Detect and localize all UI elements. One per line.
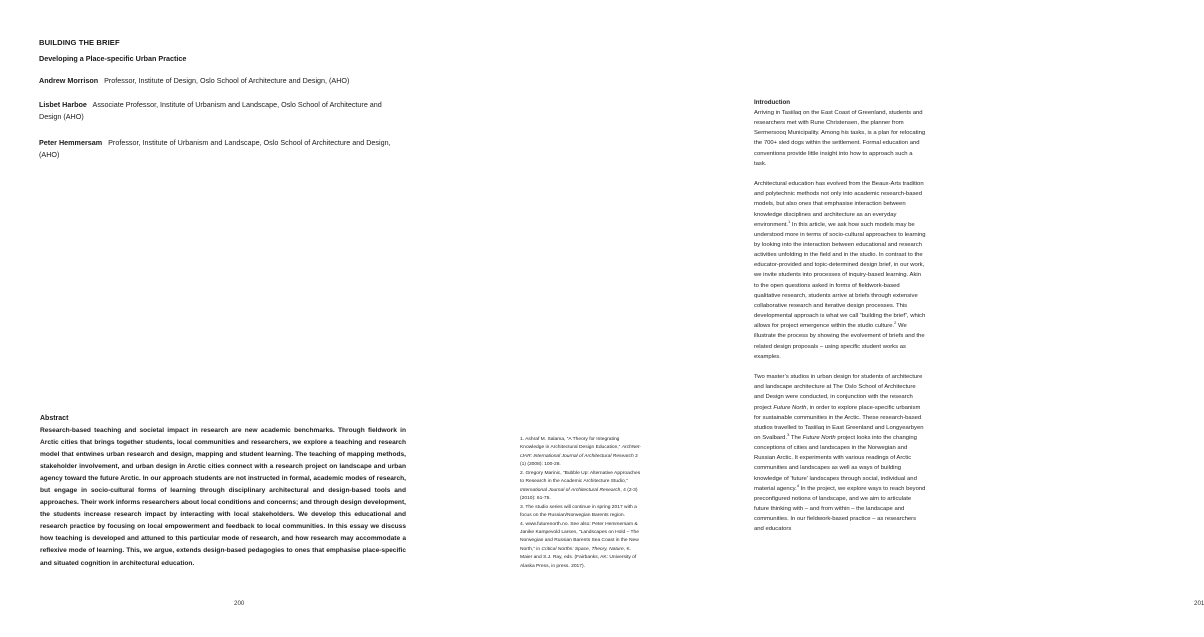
author-affiliation: Professor, Institute of Urbanism and Landscape, Oslo School of Architecture and Design, (AHO) [39, 138, 391, 160]
author-name: Lisbet Harboe [39, 100, 87, 109]
article-title: BUILDING THE BRIEF [39, 38, 120, 47]
footnote: 3. The studio series will continue in spring 2017 with a focus on the Russian/Norwegian Barents region. [520, 504, 637, 519]
footnote-ref[interactable]: 2 [894, 320, 897, 326]
author-name: Peter Hemmersam [39, 138, 103, 147]
abstract-section [40, 414, 406, 570]
paragraph: Architectural education has evolved from the Beaux-Arts tradition and polytechnic methods not only into academic research-based models, but also ones that emphasise interaction between knowledge disciplines and architecture as an everyday environment.$^1$ In this article, we ask how such models may be understood more in terms of socio-cultural approaches to learning by looking into the interaction between educational and research activities unfolding in the field and in the studio. In contrast to the educator-provided and topic-determined design brief, in our work, we invite students into processes of inquiry-based learning. Akin to the open questions asked in forms of fieldwork-based qualitative research, students arrive at briefs through extensive collaborative research and iterative design processes. This developmental approach is what we call “building the brief”, which allows for project emergence within the studio culture.$^2$ We illustrate the process by showing the evolvement of briefs and the related design proposals – using specific student works as examples. [754, 181, 926, 360]
footnote-ref[interactable]: 3 [787, 432, 790, 437]
page-number: 201 [1194, 600, 1204, 607]
abstract-text: Research-based teaching and societal impact in research are new academic benchmarks. Through fieldwork in Arctic cities that brings together students, local communities and researchers, we explore a teaching and research model that entwines urban research and design, mapping and student learning. The teaching of mapping methods, stakeholder involvement, and urban design in Arctic cities connect with a research project on landscape and urban agency toward the future Arctic. In our approach students are not instructed in formal, academic modes of research, but engage in socio-cultural forms of learning through disciplinary architectural and design-based tools and approaches. Their work informs researchers about local conditions and concerns; and through design development, the students increase research impact by interacting with local stakeholders. We develop this educational and research practice by focusing on local empowerment and feedback to local communities. In this essay we discuss how teaching is developed and attuned to this particular mode of research, and how research may accommodate a reflexive mode of learning. This, we argue, extends design-based pedagogies to ones that emphasise place-specific and situated cognition in architectural education. [40, 427, 406, 567]
paragraph: Two master’s studios in urban design for students of architecture and landscape architecture at The Oslo School of Architecture and Design were conducted, in conjunction with the research project Future North, in order to explore place-specific urbanism for sustainable communities in the Arctic. These research-based studios travelled to Tasiilaq in East Greenland and Longyearbyen on Svalbard.$^3$ The Future North project looks into the changing conceptions of cities and landscapes in the Norwegian and Russian Arctic. It experiments with various readings of Arctic communities and landscapes as well as ways of building knowledge of ‘future’ landscapes through social, individual and material agency.$^4$ In the project, we explore ways to reach beyond preconfigured notions of landscape, and we aim to articulate future thinking with – and from within – the landscape and communities. In our fieldwork-based practice – as researchers and educators [754, 374, 926, 533]
left-page [0, 0, 480, 637]
footnotes [520, 436, 644, 571]
body-text-column [754, 98, 926, 545]
footnote: 2. Gregory Marinic, “Bubble Up: Alternative Approaches to Research in the Academic Architecture Studio,” International Journal of Architectural Research, 4 (2-3) (2010): 61-75. [520, 470, 641, 502]
paragraph: Arriving in Tasiilaq on the East Coast of Greenland, students and researchers met with Rune Christensen, the planner from Sermersooq Municipality. Among his tasks, is a plan for relocating the 700+ sled dogs within the settlement. Formal education and conventions provide little insight into how to approach such a task. [754, 110, 926, 167]
author-entry [39, 75, 399, 87]
author-affiliation: Associate Professor, Institute of Urbanism and Landscape, Oslo School of Architecture and Design (AHO) [39, 100, 382, 122]
author-entry [39, 137, 399, 162]
footnote-ref[interactable]: 4 [796, 482, 800, 488]
article-subtitle: Developing a Place-specific Urban Practice [39, 54, 187, 63]
author-name: Andrew Morrison [39, 76, 99, 85]
author-affiliation: Professor, Institute of Design, Oslo School of Architecture and Design, (AHO) [104, 76, 350, 85]
abstract-heading: Abstract [40, 415, 69, 422]
author-entry [39, 99, 399, 124]
article-header [39, 38, 399, 64]
footnote: 1. Ashraf M. Salama, “A Theory for Integrating Knowledge in Architectural Design Education,” ArchNet-IJAR: International Journal of Architectural Research 2 (1) (2008): 100-28. [520, 437, 641, 468]
footnote: 4. www.futurenorth.no. See also: Peter Hemmersam & Janike Kampevold Larsen, “Landscapes on Hold – The Norwegian and Russian Barents Sea Coast in the New North,” in Critical Norths: Space, Theory, Nature, K. Maier and S.J. Ray, eds. (Fairbanks, AK: University of Alaska Press, in press. 2017). [520, 521, 639, 569]
section-heading: Introduction [754, 99, 791, 106]
footnote-ref[interactable]: 1 [788, 218, 791, 224]
page-number: 200 [234, 600, 245, 607]
